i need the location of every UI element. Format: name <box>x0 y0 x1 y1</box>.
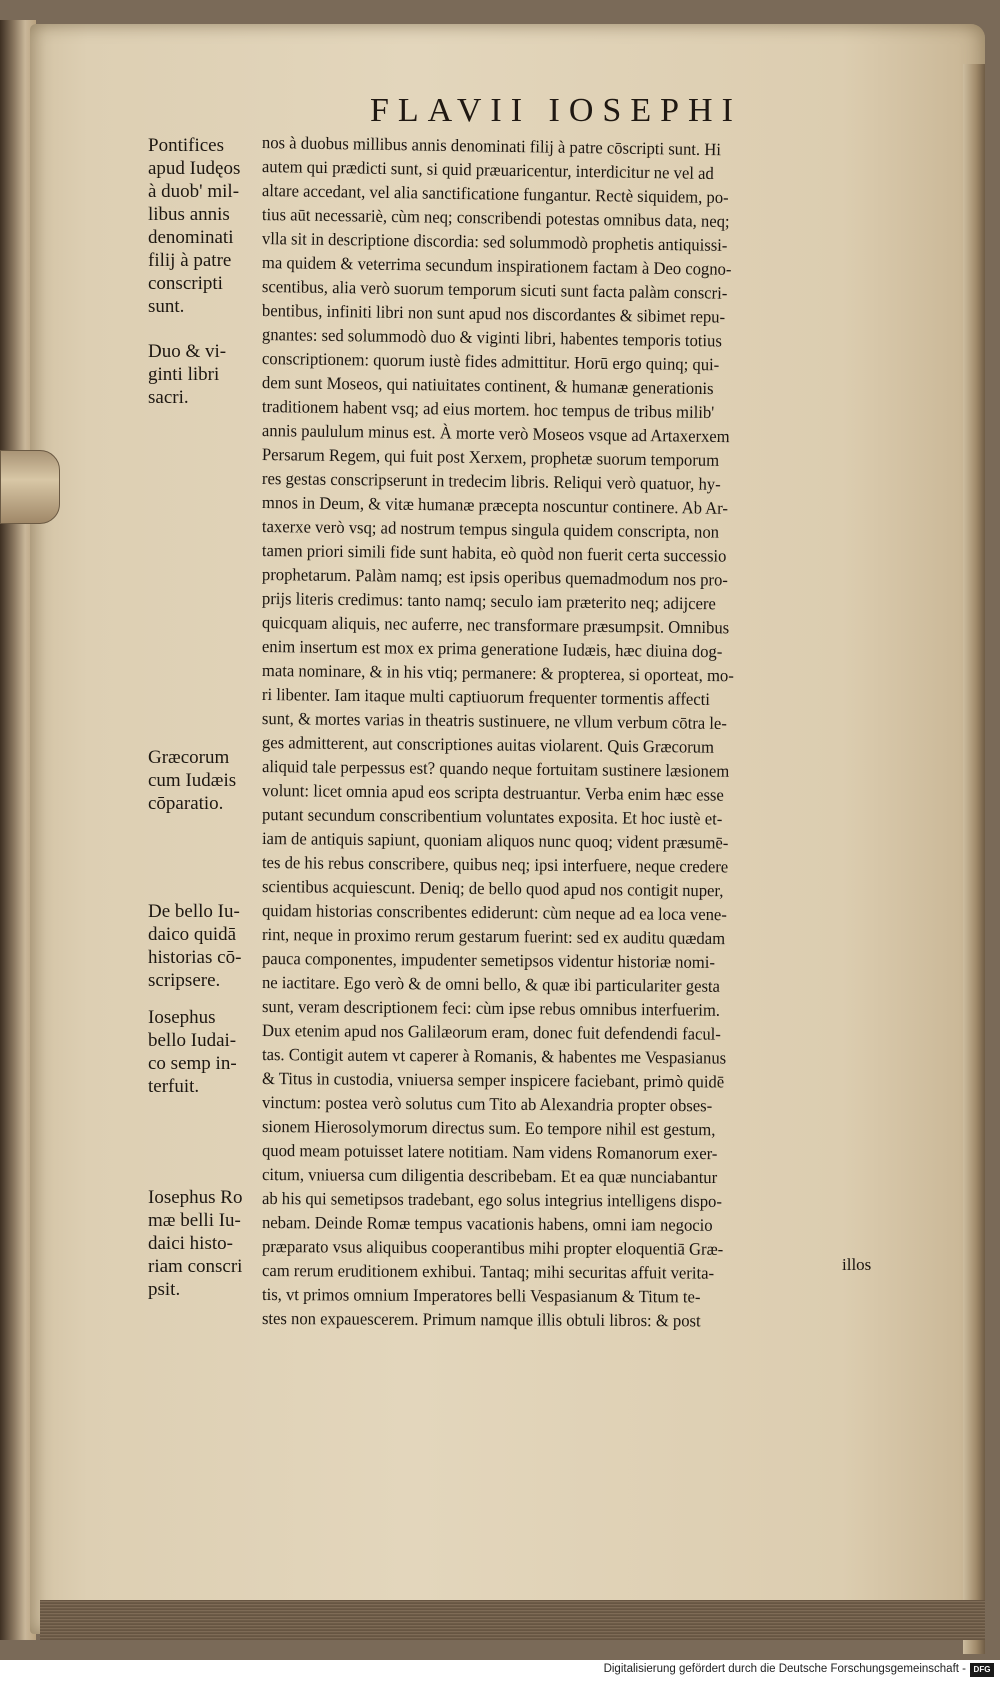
margin-note-line: Iosephus Ro <box>148 1187 243 1208</box>
text-line: prijs literis credimus: tanto namq; seculo iam præterito neq; adijcere <box>261 588 716 614</box>
margin-note-line: scripsere. <box>148 970 221 991</box>
text-line: ne iactitare. Ego verò & de omni bello, & quæ ibi particulariter gesta <box>261 972 721 996</box>
text-line: dem sunt Moseos, qui natiuitates continent, & humanæ generationis <box>261 372 714 399</box>
text-line: vinctum: postea verò solutus cum Tito ab Alexandria propter obses- <box>261 1092 713 1116</box>
margin-note-line: Duo & vi- <box>148 341 227 362</box>
text-line: ges admitterent, aut conscriptiones auitas violarent. Quis Græcorum <box>261 732 715 757</box>
text-line: tas. Contigit autem vt caperer à Romanis, & habentes me Vespasianus <box>261 1044 727 1068</box>
text-line: mata nominare, & in his vtiq; permanere: & propterea, si oporteat, mo- <box>261 660 734 686</box>
text-line: citum, vniuersa cum diligentia describebam. Et ea quæ nunciabantur <box>261 1164 718 1188</box>
text-line: autem qui prædicti sunt, si quid præuaricentur, interdicitur ne vel ad <box>261 156 714 184</box>
text-line: tamen priori simili fide sunt habita, eò quòd non fuerit certa successio <box>261 540 727 566</box>
text-line: Persarum Regem, qui fuit post Xerxem, prophetæ suorum temporum <box>261 444 720 470</box>
margin-note-libri-sacri <box>148 340 264 409</box>
text-line: rint, neque in proximo rerum gestarum fuerint: sed ex auditu quædam <box>261 924 726 949</box>
margin-note-line: sacri. <box>148 387 189 408</box>
text-line: iam de antiquis sapiunt, quoniam aliquos nunc quoq; vident præsumē- <box>261 828 729 853</box>
text-line: pauca componentes, impudenter semetipsos videntur historiæ nomi- <box>261 948 716 972</box>
text-line: vlla sit in descriptione discordia: sed solummodò prophetis antiquissi- <box>261 228 728 255</box>
text-line: quidam historias conscribentes ediderunt: cùm neque ad ea loca vene- <box>261 900 727 925</box>
margin-note-de-bello <box>148 900 264 992</box>
text-line: tius aūt necessariè, cùm neq; conscribendi potestas omnibus data, neq; <box>261 204 730 232</box>
margin-note-line: daico quidā <box>148 924 237 945</box>
text-line: res gestas conscripserunt in tredecim libris. Reliqui verò quatuor, hy- <box>261 468 721 494</box>
text-line: putant secundum conscribentium voluntates exposita. Et hoc iustè et- <box>261 804 723 829</box>
text-line: sunt, veram descriptionem feci: cùm ipse rebus omnibus interfuerim. <box>261 996 721 1020</box>
margin-note-line: riam conscri <box>148 1256 243 1277</box>
margin-note-line: filij à patre <box>148 250 232 271</box>
text-line: bentibus, infiniti libri non sunt apud nos discordantes & sibimet repu- <box>261 300 726 327</box>
text-line: præparato vsus aliquibus cooperantibus mihi propter eloquentiā Græ- <box>261 1236 724 1259</box>
page-fore-edge <box>963 64 985 1654</box>
text-line: annis paululum minus est. À morte verò Moseos vsque ad Artaxerxem <box>261 420 730 447</box>
margin-note-iosephus-romae <box>148 1186 264 1301</box>
text-line: ri libenter. Iam itaque multi captiuorum frequenter tormentis affecti <box>261 684 711 709</box>
text-line: & Titus in custodia, vniuersa semper inspicere faciebant, primò quidē <box>261 1068 725 1092</box>
margin-note-line: historias cō- <box>148 947 242 968</box>
text-line: scientibus acquiescunt. Deniq; de bello quod apud nos contigit nuper, <box>261 876 724 901</box>
main-text-block <box>262 130 902 1330</box>
margin-note-line: ginti libri <box>148 364 220 385</box>
margin-note-graecorum <box>148 746 264 815</box>
text-line: tes de his rebus conscribere, quibus neq; ipsi interfuere, neque credere <box>261 852 729 877</box>
margin-note-pontifices <box>148 134 264 318</box>
text-line: traditionem habent vsq; ad eius mortem. hoc tempus de tribus milib' <box>261 396 715 423</box>
margin-note-line: mæ belli Iu- <box>148 1210 241 1231</box>
page-stack-edge <box>40 1600 985 1640</box>
text-line: enim insertum est mox ex prima generatione Iudæis, hæc diuina dog- <box>261 636 723 662</box>
margin-note-line: conscripti <box>148 273 223 294</box>
margin-note-line: bello Iudai- <box>148 1030 237 1051</box>
margin-note-line: sunt. <box>148 296 185 317</box>
text-line: altare accedant, vel alia sanctificatione fungantur. Rectè siquidem, po- <box>261 180 729 208</box>
text-line: conscriptionem: quorum iustè fides admittitur. Horū ergo quinq; qui- <box>261 348 720 375</box>
text-line: nebam. Deinde Romæ tempus vacationis habens, omni iam negocio <box>261 1212 713 1235</box>
text-line: nos à duobus millibus annis denominati filij à patre cōscripti sunt. Hi <box>261 132 722 160</box>
text-line: prophetarum. Palàm namq; est ipsis operibus quemadmodum nos pro- <box>261 564 729 590</box>
margin-note-line: apud Iudęos <box>148 158 241 179</box>
text-line: stes non expauescerem. Primum namque illis obtuli libros: & post <box>261 1308 701 1331</box>
text-line: mnos in Deum, & vitæ humanæ præcepta noscuntur continere. Ab Ar- <box>261 492 729 518</box>
text-line: cam rerum eruditionem exhibui. Tantaq; mihi securitas affuit verita- <box>261 1260 715 1283</box>
margin-note-line: libus annis <box>148 204 230 225</box>
margin-note-iosephus-interfuit <box>148 1006 264 1098</box>
margin-note-line: denominati <box>148 227 234 248</box>
dfg-logo: DFG <box>970 1663 994 1677</box>
text-line: gnantes: sed solummodò duo & viginti libri, habentes temporis totius <box>261 324 723 351</box>
margin-note-line: psit. <box>148 1279 181 1300</box>
margin-note-line: terfuit. <box>148 1076 200 1097</box>
margin-note-line: à duob' mil- <box>148 181 240 202</box>
text-line: quicquam aliquis, nec auferre, nec transformare præsumpsit. Omnibus <box>261 612 730 638</box>
text-line: Dux etenim apud nos Galilæorum eram, donec fuit defendendi facul- <box>261 1020 721 1044</box>
text-line: aliquid tale perpessus est? quando neque fortuitam sustinere læsionem <box>261 756 730 781</box>
digitization-credit: Digitalisierung gefördert durch die Deutsche Forschungsgemeinschaft - <box>603 1663 966 1675</box>
margin-note-line: Pontifices <box>148 135 224 156</box>
margin-note-line: Iosephus <box>148 1007 216 1028</box>
text-line: tis, vt primos omnium Imperatores belli Vespasianum & Titum te- <box>261 1284 701 1307</box>
text-line: volunt: licet omnia apud eos scripta destruantur. Verba enim hæc esse <box>261 780 724 805</box>
text-line: quod meam potuisset latere notitiam. Nam videns Romanorum exer- <box>261 1140 718 1164</box>
margin-note-line: cum Iudæis <box>148 770 237 791</box>
margin-note-line: daici histo- <box>148 1233 233 1254</box>
text-line: ma quidem & veterrima secundum inspirationem factam à Deo cogno- <box>261 252 732 279</box>
text-line: taxerxe verò vsq; ad nostrum tempus singula quidem conscripta, non <box>261 516 720 542</box>
running-title: FLAVII IOSEPHI <box>370 92 742 129</box>
margin-note-line: cōparatio. <box>148 793 224 814</box>
book-clasp <box>0 450 60 524</box>
text-line: sionem Hierosolymorum directus sum. Eo tempore nihil est gestum, <box>261 1116 716 1140</box>
margin-note-line: Græcorum <box>148 747 230 768</box>
text-line: sunt, & mortes varias in theatris sustinuere, ne vllum verbum cōtra le- <box>261 708 728 733</box>
catchword: illos <box>842 1255 872 1274</box>
margin-note-line: De bello Iu- <box>148 901 240 922</box>
text-line: scentibus, alia verò suorum temporum sicuti sunt facta palàm conscri- <box>261 276 728 303</box>
text-line: ab his qui semetipsos tradebant, ego solus integrius intelligens dispo- <box>261 1188 722 1211</box>
margin-note-line: co semp in- <box>148 1053 237 1074</box>
